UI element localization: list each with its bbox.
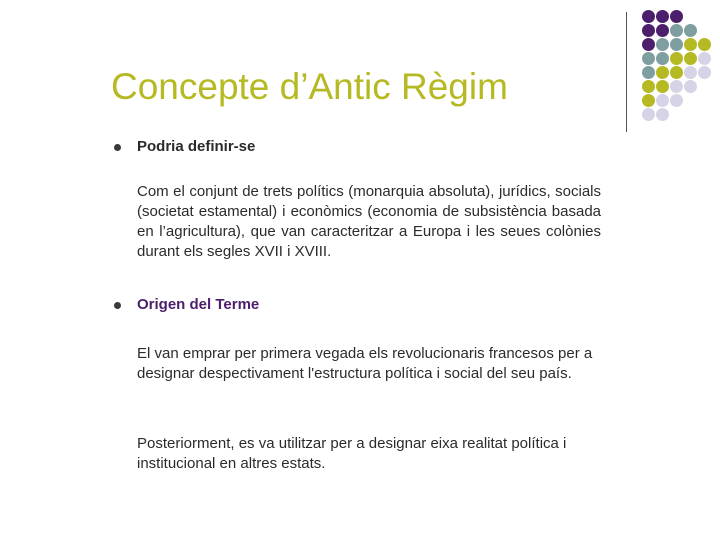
decor-dot: [656, 10, 669, 23]
decor-dot: [670, 66, 683, 79]
decor-dot: [698, 52, 711, 65]
section-heading: Podria definir-se: [137, 138, 256, 155]
decor-dot: [642, 52, 655, 65]
decor-dot: [656, 80, 669, 93]
decor-dot: [656, 52, 669, 65]
decor-dot: [642, 24, 655, 37]
decor-dot: [684, 66, 697, 79]
decor-dot: [698, 66, 711, 79]
decor-dot: [670, 10, 683, 23]
decor-dot: [656, 66, 669, 79]
decor-dot: [642, 66, 655, 79]
decor-dot: [670, 24, 683, 37]
decor-dot: [642, 38, 655, 51]
decor-dot: [642, 108, 655, 121]
decor-dot: [684, 24, 697, 37]
decor-dot: [670, 94, 683, 107]
decor-dot: [656, 108, 669, 121]
slide-title: Concepte d’Antic Règim: [111, 66, 508, 107]
decor-dot: [684, 38, 697, 51]
decor-dot: [656, 94, 669, 107]
section-paragraph: El van emprar per primera vegada els revolucionaris francesos per a designar despectivament l'estructura política i social del seu país.: [137, 345, 593, 382]
decor-dot: [642, 94, 655, 107]
decorative-divider: [626, 12, 627, 132]
decor-dot: [656, 38, 669, 51]
decor-dot: [670, 38, 683, 51]
bullet-point: [114, 302, 121, 309]
decor-dot: [656, 24, 669, 37]
decor-dot: [670, 52, 683, 65]
section-heading: Origen del Terme: [137, 296, 260, 313]
decor-dot: [642, 80, 655, 93]
decorative-dot-grid: [636, 10, 716, 130]
decor-dot: [684, 52, 697, 65]
bullet-point: [114, 144, 121, 151]
section-paragraph: Com el conjunt de trets polítics (monarquia absoluta), jurídics, socials (societat estamental) i econòmics (economia de subsistència basada en l’agricultura), que van caracteritzar a Europa i les seues colònies durant els segles XVII i XVIII.: [137, 183, 601, 260]
section-paragraph: Posteriorment, es va utilitzar per a designar eixa realitat política i institucional en altres estats.: [137, 435, 567, 472]
decor-dot: [642, 10, 655, 23]
decor-dot: [698, 38, 711, 51]
decor-dot: [670, 80, 683, 93]
decor-dot: [684, 80, 697, 93]
